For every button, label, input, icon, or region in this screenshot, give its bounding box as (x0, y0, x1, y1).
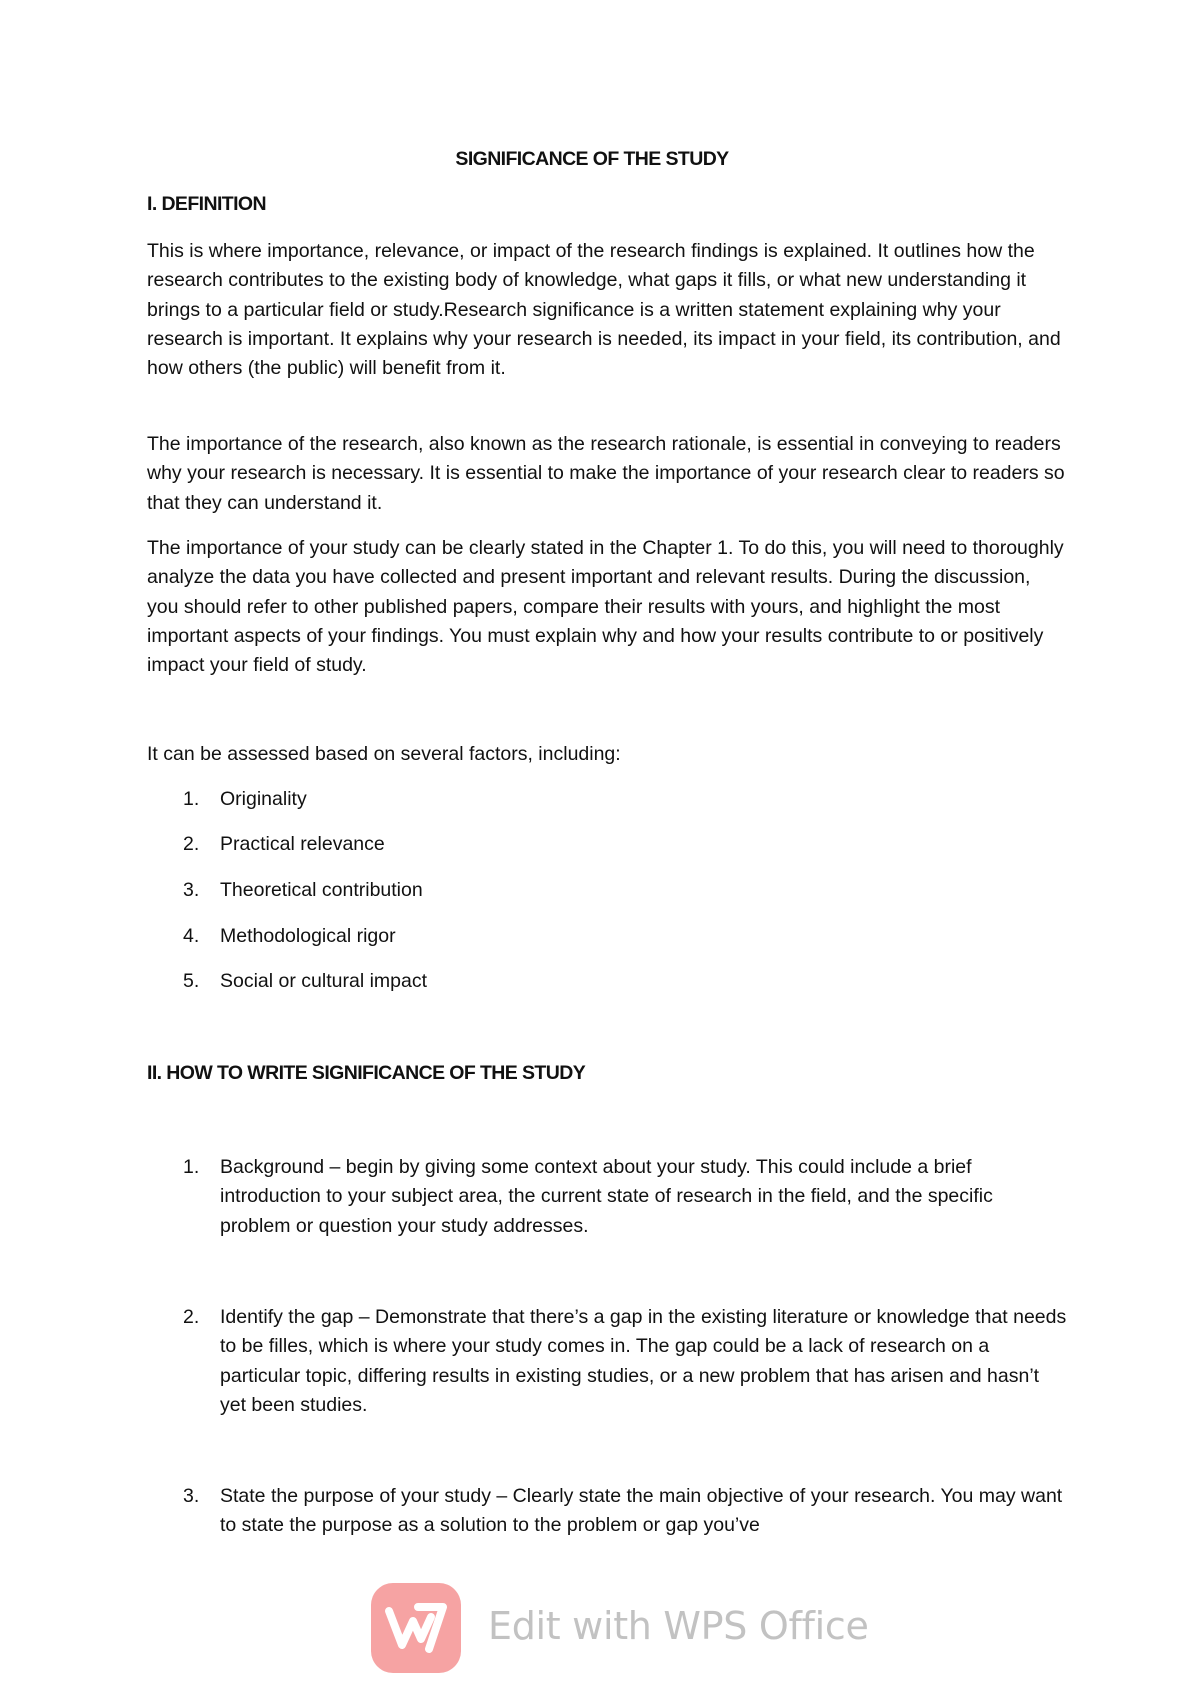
wps-logo-icon[interactable] (371, 1583, 461, 1673)
list-text: State the purpose of your study – Clearly state the main objective of your research. You may want to state the purpose as a solution to the problem or gap you’ve (220, 1485, 1063, 1537)
list-number: 3. (183, 879, 200, 901)
section-heading-definition: I. DEFINITION (147, 193, 266, 215)
edit-with-wps-label[interactable]: Edit with WPS Office (488, 1604, 869, 1648)
list-number: 5. (183, 970, 200, 992)
factors-intro: It can be assessed based on several factors, including: (147, 743, 621, 765)
list-text: Methodological rigor (220, 925, 396, 947)
list-text: Identify the gap – Demonstrate that there’s a gap in the existing literature or knowledge that needs to be filles, which is where your study comes in. The gap could be a lack of research on a particular topic, differing results in existing studies, or a new problem that has arisen and hasn’t yet been studies. (220, 1306, 1067, 1416)
document-title: SIGNIFICANCE OF THE STUDY (455, 148, 729, 170)
definition-paragraph: This is where importance, relevance, or impact of the research findings is explained. It outlines how the research contributes to the existing body of knowledge, what gaps it fills, or what new understanding it brings to a particular field or study.Research significance is a written statement explaining why your research is important. It explains why your research is needed, its impact in your field, its contribution, and how others (the public) will benefit from it. (147, 240, 1061, 380)
list-number: 2. (183, 833, 200, 855)
list-number: 2. (183, 1306, 200, 1328)
list-text: Social or cultural impact (220, 970, 427, 992)
list-text: Practical relevance (220, 833, 385, 855)
list-number: 1. (183, 788, 200, 810)
section-heading-how-to-write: II. HOW TO WRITE SIGNIFICANCE OF THE STUDY (147, 1062, 586, 1084)
wps-w-mark-icon (371, 1583, 461, 1673)
list-number: 1. (183, 1156, 200, 1178)
chapter-paragraph: The importance of your study can be clearly stated in the Chapter 1. To do this, you will need to thoroughly analyze the data you have collected and present important and relevant results. During the discussion, you should refer to other published papers, compare their results with yours, and highlight the most important aspects of your findings. You must explain why and how your results contribute to or positively impact your field of study. (147, 537, 1064, 677)
rationale-paragraph: The importance of the research, also known as the research rationale, is essential in conveying to readers why your research is necessary. It is essential to make the importance of your research clear to readers so that they can understand it. (147, 433, 1065, 514)
list-number: 4. (183, 925, 200, 947)
list-number: 3. (183, 1485, 200, 1507)
list-text: Originality (220, 788, 307, 810)
list-text: Theoretical contribution (220, 879, 423, 901)
list-text: Background – begin by giving some context about your study. This could include a brief introduction to your subject area, the current state of research in the field, and the specific problem or question your study addresses. (220, 1156, 993, 1237)
